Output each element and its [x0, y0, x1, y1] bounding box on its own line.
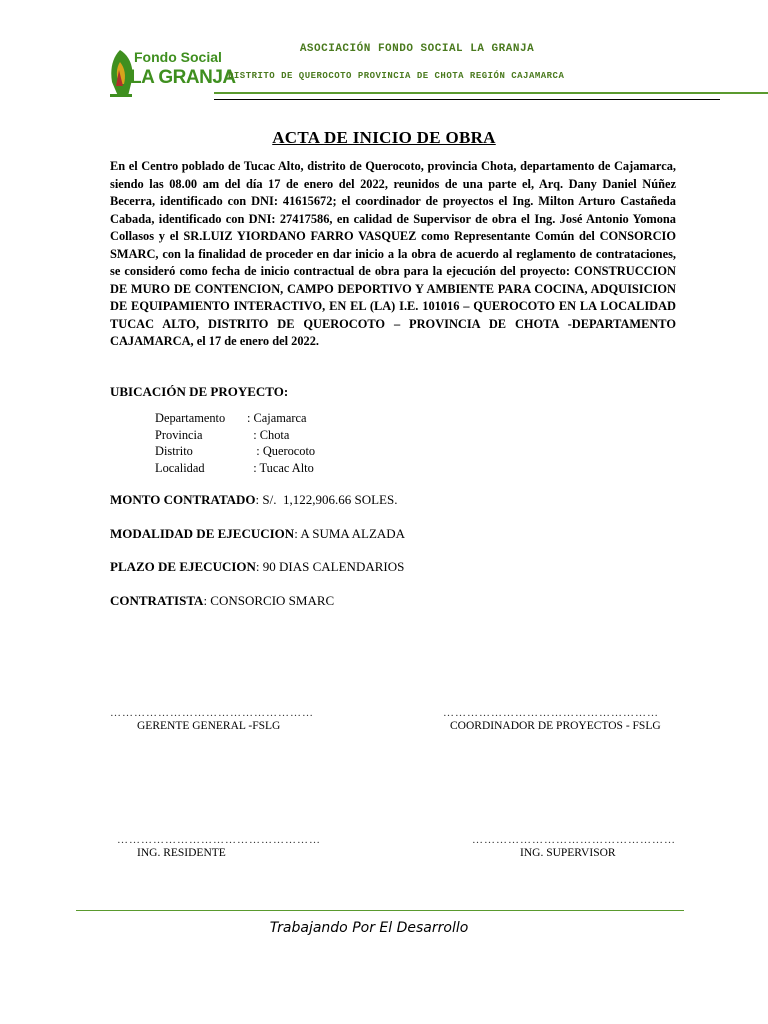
- ubicacion-key: Departamento: [155, 411, 226, 425]
- ubicacion-value: : Tucac Alto: [247, 460, 314, 475]
- footer-slogan: Trabajando Por El Desarrollo: [269, 920, 469, 936]
- modalidad-value: : A SUMA ALZADA: [294, 526, 406, 541]
- monto-field: [110, 492, 397, 508]
- ubicacion-heading: [110, 384, 288, 400]
- logo-text-top: Fondo Social: [134, 49, 222, 65]
- plazo-field: [110, 559, 404, 575]
- signature-line-gerente: ……………………………………………: [110, 707, 314, 719]
- organization-subtitle: DISTRITO DE QUEROCOTO PROVINCIA DE CHOTA REGIÓN CAJAMARCA: [228, 71, 565, 81]
- contratista-label: CONTRATISTA: [110, 593, 204, 608]
- signature-label-supervisor: ING. SUPERVISOR: [520, 847, 616, 859]
- signature-label-coordinador: COORDINADOR DE PROYECTOS - FSLG: [450, 720, 661, 732]
- ubicacion-row: [155, 460, 315, 477]
- intro-paragraph: En el Centro poblado de Tucac Alto, distrito de Querocoto, provincia Chota, departamento de Cajamarca, siendo las 08.00 am del día 17 de enero del 2022, reunidos de una parte el, Arq. Dany Daniel Núñez Becerra, identificado con DNI: 41615672; el coordinador de proyectos el Ing. Milton Arturo Castañeda Cabada, identificado con DNI: 27417586, en calidad de Supervisor de obra el Ing. José Antonio Yomona Collasos y el SR.LUIZ YIORDANO FARRO VASQUEZ como Representante Común del CONSORCIO SMARC, con la finalidad de proceder en dar inicio a la obra de acuerdo al reglamento de contrataciones, se consideró como fecha de inicio contractual de obra para la ejecución del proyecto: CONSTRUCCION DE MURO DE CONTENCION, CAMPO DEPORTIVO Y AMBIENTE PARA COCINA, ADQUISICION DE EQUIPAMIENTO INTERACTIVO, EN EL (LA) I.E. 101016 – QUEROCOTO EN LA LOCALIDAD TUCAC ALTO, DISTRITO DE QUEROCOTO – PROVINCIA DE CHOTA -DEPARTAMENTO CAJAMARCA, el 17 de enero del 2022.: [110, 159, 676, 348]
- ubicacion-row: [155, 410, 315, 427]
- plazo-label: PLAZO DE EJECUCION: [110, 559, 256, 574]
- ubicacion-list: [155, 410, 315, 476]
- contratista-value: : CONSORCIO SMARC: [203, 593, 335, 608]
- contratista-field: [110, 593, 334, 609]
- modalidad-label: MODALIDAD DE EJECUCION: [110, 526, 295, 541]
- ubicacion-value: : Chota: [247, 427, 290, 442]
- organization-name: ASOCIACIÓN FONDO SOCIAL LA GRANJA: [299, 43, 535, 55]
- logo-text-bottom: LA GRANJA: [130, 67, 236, 88]
- ubicacion-label: UBICACIÓN DE PROYECTO:: [110, 384, 289, 399]
- signature-label-residente: ING. RESIDENTE: [137, 847, 226, 859]
- signature-label-gerente: GERENTE GENERAL -FSLG: [137, 720, 281, 732]
- ubicacion-value: : Querocoto: [247, 444, 316, 458]
- ubicacion-key: Distrito: [155, 444, 193, 458]
- monto-value: : S/. 1,122,906.66 SOLES.: [255, 492, 398, 507]
- ubicacion-value: : Cajamarca: [247, 411, 307, 425]
- signature-line-coordinador: ………………………………………………: [443, 707, 659, 719]
- ubicacion-row: [155, 427, 315, 444]
- ubicacion-key: Localidad: [155, 460, 205, 475]
- ubicacion-key: Provincia: [155, 427, 203, 442]
- ubicacion-row: [155, 443, 315, 460]
- footer-divider: [76, 910, 684, 911]
- signature-line-supervisor: ……………………………………………: [472, 834, 676, 846]
- header-divider-green: [214, 92, 768, 94]
- header-divider-black: [214, 99, 720, 100]
- signature-line-residente: ……………………………………………: [117, 834, 321, 846]
- monto-label: MONTO CONTRATADO: [110, 492, 256, 507]
- document-title: ACTA DE INICIO DE OBRA: [272, 128, 496, 147]
- plazo-value: : 90 DIAS CALENDARIOS: [255, 559, 405, 574]
- modalidad-field: [110, 526, 405, 542]
